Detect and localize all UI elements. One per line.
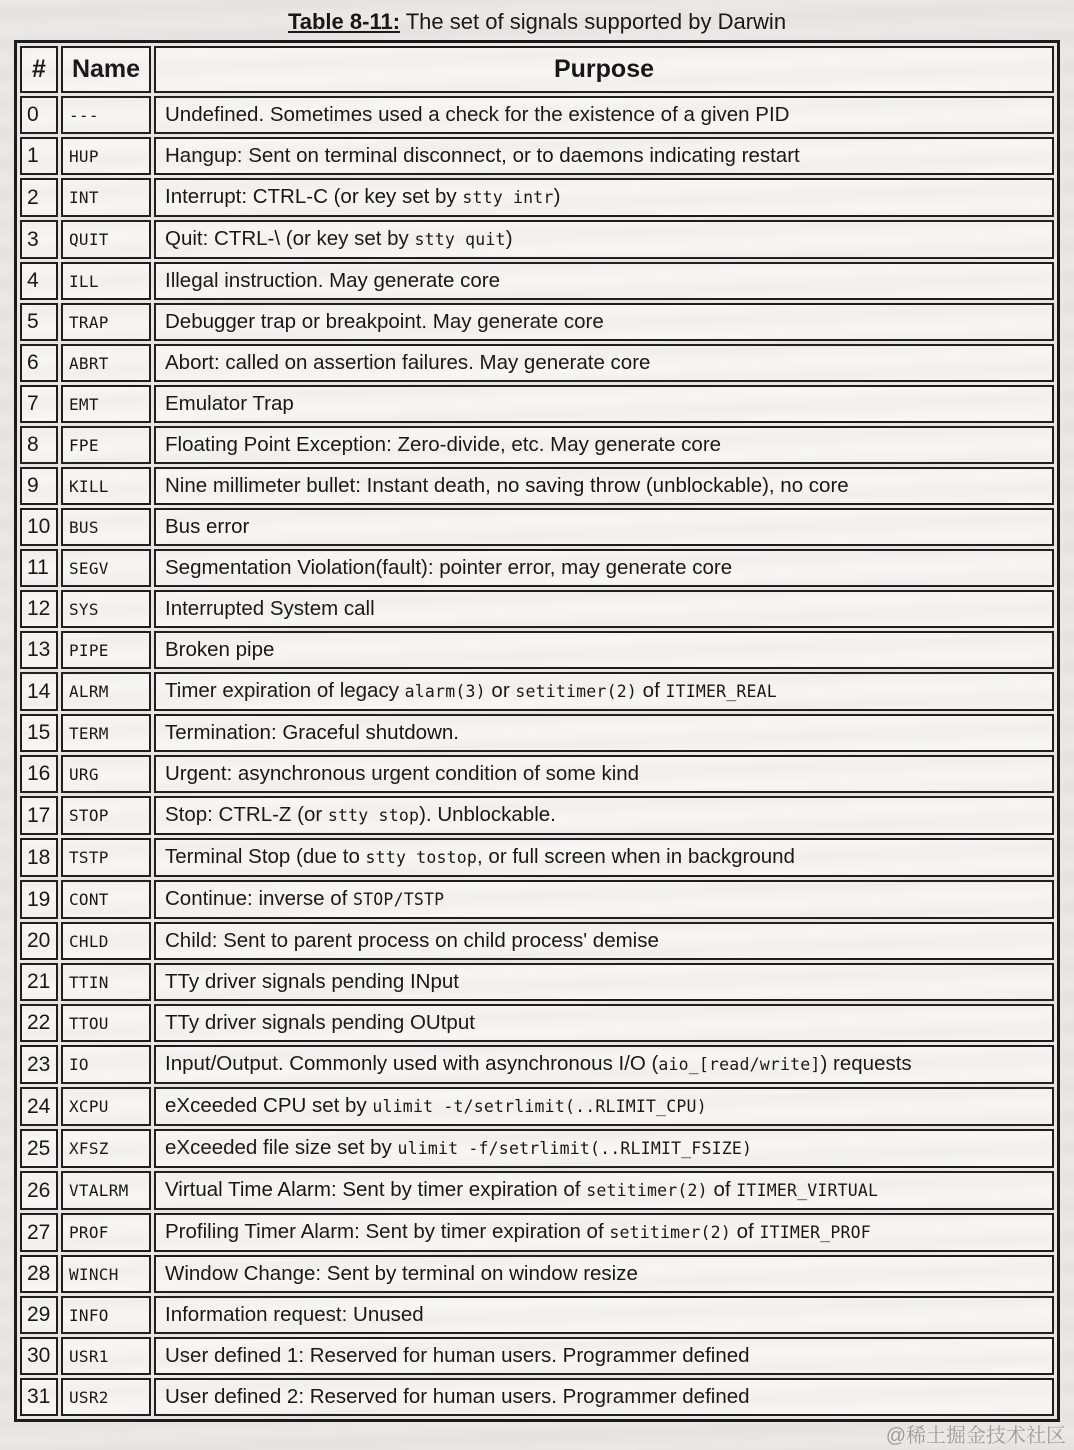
table-row <box>20 1087 1054 1126</box>
signal-name-cell: TSTP <box>61 838 151 877</box>
table-row <box>20 880 1054 919</box>
purpose-text: Termination: Graceful shutdown. <box>165 721 459 744</box>
inline-code: ITIMER_VIRTUAL <box>736 1181 879 1200</box>
purpose-text: Virtual Time Alarm: Sent by timer expiration of <box>165 1178 587 1201</box>
signal-number-cell: 25 <box>20 1129 58 1168</box>
header-purpose: Purpose <box>154 46 1054 93</box>
inline-code: setitimer(2) <box>609 1223 731 1242</box>
purpose-text: ) <box>553 185 561 208</box>
signal-number-cell: 4 <box>20 262 58 300</box>
purpose-text: ) <box>505 227 513 250</box>
signal-purpose-cell <box>154 220 1054 259</box>
purpose-text: eXceeded CPU set by <box>165 1094 373 1117</box>
signal-name-cell: CONT <box>61 880 151 919</box>
purpose-text: Child: Sent to parent process on child process' demise <box>165 929 659 952</box>
table-row <box>20 714 1054 752</box>
inline-code: ulimit -f/setrlimit(..RLIMIT_FSIZE) <box>397 1139 753 1158</box>
signal-number-cell: 15 <box>20 714 58 752</box>
table-row <box>20 672 1054 711</box>
signal-purpose-cell <box>154 880 1054 919</box>
purpose-text: Interrupted System call <box>165 597 375 620</box>
signal-number-cell: 11 <box>20 549 58 587</box>
inline-code: stty tostop <box>365 848 478 867</box>
table-header-row <box>20 46 1054 93</box>
signal-number-cell: 16 <box>20 755 58 793</box>
signal-number-cell: 28 <box>20 1255 58 1293</box>
signal-purpose-cell <box>154 1004 1054 1042</box>
signal-number-cell: 22 <box>20 1004 58 1042</box>
signal-number-cell: 20 <box>20 922 58 960</box>
table-row <box>20 796 1054 835</box>
signal-number-cell: 9 <box>20 467 58 505</box>
signal-purpose-cell <box>154 1045 1054 1084</box>
signal-purpose-cell <box>154 922 1054 960</box>
signal-purpose-cell <box>154 838 1054 877</box>
signal-name-cell: USR2 <box>61 1378 151 1416</box>
inline-code: stty intr <box>462 188 554 207</box>
signal-number-cell: 2 <box>20 178 58 217</box>
table-row <box>20 1296 1054 1334</box>
signal-purpose-cell <box>154 467 1054 505</box>
inline-code: ulimit -t/setrlimit(..RLIMIT_CPU) <box>372 1097 707 1116</box>
purpose-text: Terminal Stop (due to <box>165 845 366 868</box>
table-row <box>20 426 1054 464</box>
signal-purpose-cell <box>154 672 1054 711</box>
signal-number-cell: 1 <box>20 137 58 175</box>
header-number: # <box>20 46 58 93</box>
purpose-text: Broken pipe <box>165 638 275 661</box>
table-row <box>20 96 1054 134</box>
purpose-text: Abort: called on assertion failures. May generate core <box>165 351 651 374</box>
signal-purpose-cell <box>154 385 1054 423</box>
inline-code: STOP/TSTP <box>353 890 445 909</box>
table-row <box>20 344 1054 382</box>
signal-name-cell: ABRT <box>61 344 151 382</box>
page-title <box>0 0 1074 35</box>
table-row <box>20 590 1054 628</box>
signal-purpose-cell <box>154 963 1054 1001</box>
purpose-text: Profiling Timer Alarm: Sent by timer expiration of <box>165 1220 610 1243</box>
purpose-text: Nine millimeter bullet: Instant death, no saving throw (unblockable), no core <box>165 474 849 497</box>
signal-name-cell: TRAP <box>61 303 151 341</box>
purpose-text: Stop: CTRL-Z (or <box>165 803 328 826</box>
signal-number-cell: 30 <box>20 1337 58 1375</box>
purpose-text: Window Change: Sent by terminal on window resize <box>165 1262 638 1285</box>
signal-purpose-cell <box>154 714 1054 752</box>
signal-purpose-cell <box>154 796 1054 835</box>
table-row <box>20 1045 1054 1084</box>
signal-number-cell: 31 <box>20 1378 58 1416</box>
signal-purpose-cell <box>154 344 1054 382</box>
signal-purpose-cell <box>154 590 1054 628</box>
table-row <box>20 1255 1054 1293</box>
signal-name-cell: CHLD <box>61 922 151 960</box>
signal-name-cell: QUIT <box>61 220 151 259</box>
signal-purpose-cell <box>154 178 1054 217</box>
table-row <box>20 1213 1054 1252</box>
signal-purpose-cell <box>154 426 1054 464</box>
signal-purpose-cell <box>154 1129 1054 1168</box>
purpose-text: ). Unblockable. <box>419 803 556 826</box>
signal-name-cell: TTIN <box>61 963 151 1001</box>
signal-name-cell: ILL <box>61 262 151 300</box>
table-row <box>20 838 1054 877</box>
purpose-text: Bus error <box>165 515 250 538</box>
purpose-text: Floating Point Exception: Zero-divide, etc. May generate core <box>165 433 722 456</box>
signal-name-cell: SEGV <box>61 549 151 587</box>
inline-code: setitimer(2) <box>586 1181 708 1200</box>
purpose-text: ) requests <box>820 1052 912 1075</box>
signal-name-cell: INT <box>61 178 151 217</box>
signal-name-cell: PIPE <box>61 631 151 669</box>
watermark: @稀土掘金技术社区 <box>885 1425 1066 1447</box>
purpose-text: of <box>707 1178 737 1201</box>
purpose-text: Emulator Trap <box>165 392 294 415</box>
signal-name-cell: URG <box>61 755 151 793</box>
purpose-text: TTy driver signals pending INput <box>165 970 459 993</box>
table-row <box>20 508 1054 546</box>
signal-purpose-cell <box>154 1337 1054 1375</box>
signal-name-cell: SYS <box>61 590 151 628</box>
signal-name-cell: STOP <box>61 796 151 835</box>
purpose-text: Timer expiration of legacy <box>165 679 405 702</box>
signal-number-cell: 19 <box>20 880 58 919</box>
signal-name-cell: --- <box>61 96 151 134</box>
purpose-text: Illegal instruction. May generate core <box>165 269 501 292</box>
table-row <box>20 262 1054 300</box>
inline-code: stty quit <box>414 230 506 249</box>
signal-name-cell: INFO <box>61 1296 151 1334</box>
table-row <box>20 549 1054 587</box>
table-row <box>20 385 1054 423</box>
purpose-text: Segmentation Violation(fault): pointer error, may generate core <box>165 556 733 579</box>
signals-table <box>14 40 1060 1422</box>
signal-name-cell: WINCH <box>61 1255 151 1293</box>
signal-number-cell: 26 <box>20 1171 58 1210</box>
signal-name-cell: IO <box>61 1045 151 1084</box>
signal-name-cell: ALRM <box>61 672 151 711</box>
signal-purpose-cell <box>154 96 1054 134</box>
signal-purpose-cell <box>154 1087 1054 1126</box>
inline-code: alarm(3) <box>404 682 486 701</box>
table-row <box>20 178 1054 217</box>
signal-name-cell: XCPU <box>61 1087 151 1126</box>
inline-code: ITIMER_PROF <box>759 1223 871 1242</box>
table-row <box>20 755 1054 793</box>
table-row <box>20 1337 1054 1375</box>
signal-number-cell: 3 <box>20 220 58 259</box>
signal-purpose-cell <box>154 755 1054 793</box>
purpose-text: User defined 2: Reserved for human users. Programmer defined <box>165 1385 750 1408</box>
signal-name-cell: HUP <box>61 137 151 175</box>
table-row <box>20 1378 1054 1416</box>
signal-name-cell: TERM <box>61 714 151 752</box>
inline-code: stty stop <box>327 806 420 825</box>
signal-purpose-cell <box>154 1171 1054 1210</box>
purpose-text: TTy driver signals pending OUtput <box>165 1011 475 1034</box>
signal-purpose-cell <box>154 1378 1054 1416</box>
signal-name-cell: TTOU <box>61 1004 151 1042</box>
signal-purpose-cell <box>154 508 1054 546</box>
purpose-text: Hangup: Sent on terminal disconnect, or to daemons indicating restart <box>165 144 800 167</box>
signal-name-cell: EMT <box>61 385 151 423</box>
signal-number-cell: 14 <box>20 672 58 711</box>
purpose-text: Input/Output. Commonly used with asynchronous I/O ( <box>165 1052 659 1075</box>
purpose-text: Undefined. Sometimes used a check for the existence of a given PID <box>165 103 790 126</box>
table-row <box>20 303 1054 341</box>
signal-number-cell: 0 <box>20 96 58 134</box>
signal-number-cell: 21 <box>20 963 58 1001</box>
signal-number-cell: 5 <box>20 303 58 341</box>
purpose-text: Interrupt: CTRL-C (or key set by <box>165 185 463 208</box>
signal-number-cell: 27 <box>20 1213 58 1252</box>
table-row <box>20 467 1054 505</box>
signal-purpose-cell <box>154 1255 1054 1293</box>
signal-purpose-cell <box>154 1213 1054 1252</box>
signal-number-cell: 18 <box>20 838 58 877</box>
signal-purpose-cell <box>154 262 1054 300</box>
signal-number-cell: 8 <box>20 426 58 464</box>
signal-number-cell: 6 <box>20 344 58 382</box>
signal-purpose-cell <box>154 549 1054 587</box>
signal-name-cell: KILL <box>61 467 151 505</box>
header-name: Name <box>61 46 151 93</box>
table-row <box>20 1171 1054 1210</box>
signal-name-cell: BUS <box>61 508 151 546</box>
purpose-text: User defined 1: Reserved for human users. Programmer defined <box>165 1344 750 1367</box>
purpose-text: , or full screen when in background <box>477 845 795 868</box>
table-row <box>20 922 1054 960</box>
signal-name-cell: PROF <box>61 1213 151 1252</box>
table-row <box>20 963 1054 1001</box>
table-row <box>20 1129 1054 1168</box>
signal-number-cell: 12 <box>20 590 58 628</box>
inline-code: ITIMER_REAL <box>665 682 777 701</box>
purpose-text: Continue: inverse of <box>165 887 354 910</box>
signal-number-cell: 13 <box>20 631 58 669</box>
signal-name-cell: USR1 <box>61 1337 151 1375</box>
table-title-text: The set of signals supported by Darwin <box>400 9 787 34</box>
signal-number-cell: 24 <box>20 1087 58 1126</box>
signal-purpose-cell <box>154 303 1054 341</box>
purpose-text: or <box>485 679 516 702</box>
purpose-text: Urgent: asynchronous urgent condition of some kind <box>165 762 640 785</box>
table-number-label: Table 8-11: <box>287 9 401 34</box>
table-row <box>20 631 1054 669</box>
signal-name-cell: VTALRM <box>61 1171 151 1210</box>
purpose-text: of <box>636 679 666 702</box>
signal-name-cell: FPE <box>61 426 151 464</box>
inline-code: aio_[read/write] <box>658 1055 821 1074</box>
signal-number-cell: 17 <box>20 796 58 835</box>
signal-purpose-cell <box>154 137 1054 175</box>
purpose-text: Quit: CTRL-\ (or key set by <box>165 227 415 250</box>
table-row <box>20 1004 1054 1042</box>
signal-number-cell: 23 <box>20 1045 58 1084</box>
signal-purpose-cell <box>154 631 1054 669</box>
signal-name-cell: XFSZ <box>61 1129 151 1168</box>
purpose-text: eXceeded file size set by <box>165 1136 398 1159</box>
table-row <box>20 137 1054 175</box>
signal-number-cell: 7 <box>20 385 58 423</box>
signal-number-cell: 29 <box>20 1296 58 1334</box>
signal-number-cell: 10 <box>20 508 58 546</box>
purpose-text: Information request: Unused <box>165 1303 424 1326</box>
purpose-text: Debugger trap or breakpoint. May generate core <box>165 310 604 333</box>
signal-purpose-cell <box>154 1296 1054 1334</box>
signals-table-body <box>20 96 1054 1416</box>
purpose-text: of <box>730 1220 760 1243</box>
table-row <box>20 220 1054 259</box>
inline-code: setitimer(2) <box>515 682 637 701</box>
